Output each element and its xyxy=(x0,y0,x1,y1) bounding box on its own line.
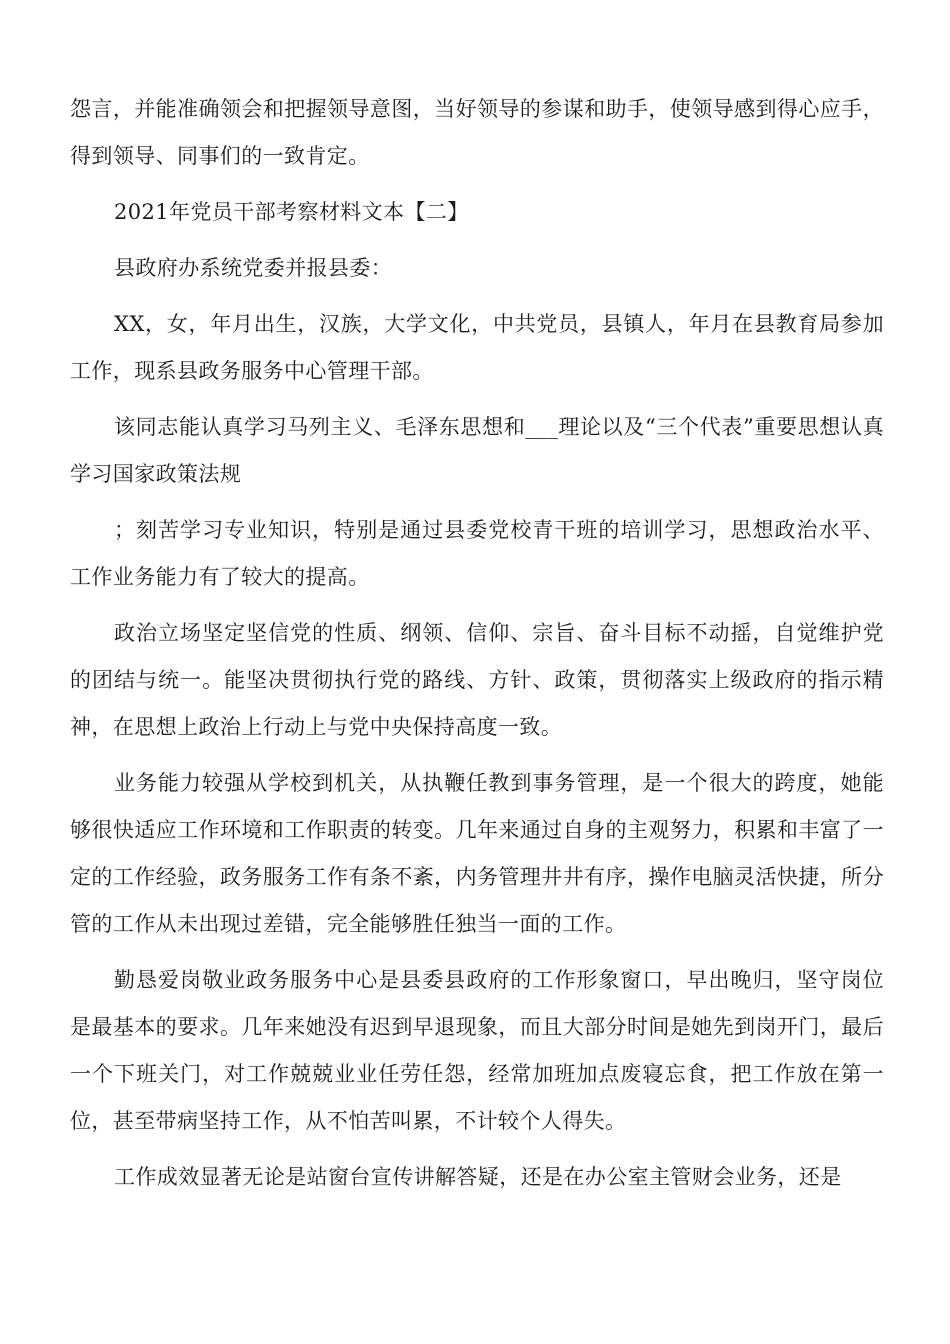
document-page xyxy=(70,86,884,1210)
paragraph-political-stance: 政治立场坚定坚信党的性质、纲领、信仰、宗旨、奋斗目标不动摇，自觉维护党的团结与统一。能坚决贯彻执行党的路线、方针、政策，贯彻落实上级政府的指示精神，在思想上政治上行动上与党中央保持高度一致。 xyxy=(70,621,884,739)
paragraph-achievements: 工作成效显著无论是站窗台宣传讲解答疑，还是在办公室主管财会业务，还是 xyxy=(114,1165,842,1189)
paragraph-continuation: 怨言，并能准确领会和把握领导意图，当好领导的参谋和助手，使领导感到得心应手，得到领导、同事们的一致肯定。 xyxy=(70,97,884,168)
section-heading: 2021年党员干部考察材料文本【二】 xyxy=(114,200,469,224)
paragraph-study: 该同志能认真学习马列主义、毛泽东思想和___理论以及“三个代表”重要思想认真学习国家政策法规 xyxy=(70,415,884,486)
paragraph-dedication: 勤恳爱岗敬业政务服务中心是县委县政府的工作形象窗口，早出晚归，坚守岗位是最基本的要求。几年来她没有迟到早退现象，而且大部分时间是她先到岗开门，最后一个下班关门，对工作兢兢业业任劳任怨，经常加班加点废寝忘食，把工作放在第一位，甚至带病坚持工作，从不怕苦叫累，不计较个人得失。 xyxy=(70,968,884,1133)
paragraph-study-continued: ；刻苦学习专业知识，特别是通过县委党校青干班的培训学习，思想政治水平、工作业务能力有了较大的提高。 xyxy=(70,518,884,589)
paragraph-profile: XX，女，年月出生，汉族，大学文化，中共党员，县镇人，年月在县教育局参加工作，现系县政务服务中心管理干部。 xyxy=(70,312,884,383)
paragraph-work-ability: 业务能力较强从学校到机关，从执鞭任教到事务管理，是一个很大的跨度，她能够很快适应工作环境和工作职责的转变。几年来通过自身的主观努力，积累和丰富了一定的工作经验，政务服务工作有条不紊，内务管理井井有序，操作电脑灵活快捷，所分管的工作从未出现过差错，完全能够胜任独当一面的工作。 xyxy=(70,771,884,936)
addressee-line: 县政府办系统党委并报县委： xyxy=(114,256,393,280)
